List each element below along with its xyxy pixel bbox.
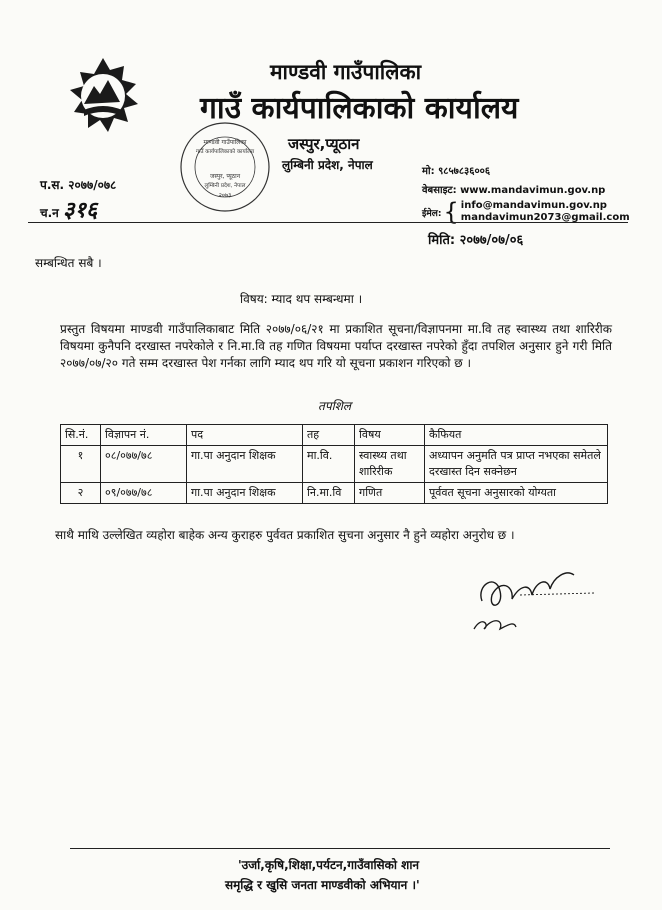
seal-text-4: लुम्बिनी प्रदेश, नेपाल [204,183,246,189]
seal-text-3: जस्पुर, प्यूठान [209,173,241,180]
office-name: गाउँ कार्यपालिकाको कार्यालय [200,91,519,126]
address-district: जस्पुर,प्यूठान [288,135,360,153]
handwritten-note: तपशिल [318,399,352,413]
fiscal-year: २०७७/०७८ [68,178,117,192]
cell-serial: १ [61,446,101,483]
letter-body: प्रस्तुत विषयमा माण्डवी गाउँपालिकाबाट मिति २०७७/०६/२१ मा प्रकाशित सूचना/विज्ञापनमा मा.वि तह स्वास्थ्य तथा शारिरीक विषयमा कुनैपनि दरखास्त नपरेकोले र नि.मा.वि तह गणित विषयमा पर्याप्त दरखास्त नपरेको हुँदा तपशिल अनुसार हुने गरी मिति २०७७/०७/२० गते सम्म दरखास्त पेश गर्नका लागि म्याद थप गरि यो सूचना प्रकाशन गरिएको छ । [60,322,612,370]
addressee: सम्बन्धित सबै । [35,256,102,270]
header-subject: विषय [355,425,425,446]
letter-subject: विषय: म्याद थप सम्बन्धमा । [240,292,363,306]
cell-level: मा.वि. [303,446,355,483]
cell-serial: २ [61,483,101,504]
office-seal-icon [178,120,273,215]
cell-position: गा.पा अनुदान शिक्षक [187,446,303,483]
dispatch-row [40,194,97,224]
cell-level: नि.मा.वि [303,483,355,504]
address-province: लुम्बिनी प्रदेश, नेपाल [282,158,373,172]
municipality-name: माण्डवी गाउँपालिका [270,60,422,84]
cell-ad-number: ०९/०७७/७८ [101,483,187,504]
dispatch-label: च.न [40,206,59,220]
header-remarks: कैफियत [425,425,608,446]
closing-paragraph: साथै माथि उल्लेखित व्यहोरा बाहेक अन्य कुराहरु पुर्ववत प्रकाशित सुचना अनुसार नै हुने व्यहोरा अनुरोध छ । [55,528,515,542]
cell-position: गा.पा अनुदान शिक्षक [187,483,303,504]
cell-ad-number: ०८/०७७/७८ [101,446,187,483]
footer-slogan-2: समृद्धि र खुसि जनता माण्डवीको अभियान ।' [225,878,420,892]
phone-label: मो: [422,166,435,177]
vacancy-table [60,424,608,504]
website-link[interactable]: www.mandavimun.gov.np [460,185,606,196]
signature-icon [470,555,600,635]
letter-date: मिति: २०७७/०७/०६ [428,233,524,248]
footer-slogan-1: 'उर्जा,कृषि,शिक्षा,पर्यटन,गाउँवासिको शान [238,858,420,872]
footer-divider [70,848,610,849]
emblem-logo-icon [58,52,148,142]
seal-text-2: गाउँ कार्यपालिकाको कार्यालय [195,149,255,155]
header-position: पद [187,425,303,446]
reference-label: प.स. [40,178,65,192]
header-level: तह [303,425,355,446]
header-serial: सि.नं. [61,425,101,446]
reference-row [40,176,116,193]
email-label: ईमेल: [422,208,442,219]
seal-year: २०७३ [218,192,232,199]
cell-remarks: पूर्ववत सूचना अनुसारको योग्यता [425,483,608,504]
table-row [61,446,608,483]
seal-text-1: माण्डवी गाउँपालिका [203,139,247,146]
phone-row [422,163,490,177]
cell-remarks: अध्यापन अनुमति पत्र प्राप्त नभएका समेतले दरखास्त दिन सक्नेछन [425,446,608,483]
phone-number: ९८५७८३६००६ [438,166,491,177]
website-row [422,182,605,196]
email-primary[interactable]: info@mandavimun.gov.np [460,200,607,211]
website-label: वेबसाइट: [422,185,457,196]
brace-icon: { [443,198,459,226]
cell-subject: गणित [355,483,425,504]
email-row [422,200,630,224]
cell-subject: स्वास्थ्य तथा शारिरीक [355,446,425,483]
table-header-row [61,425,608,446]
header-divider [28,222,628,223]
table-row [61,483,608,504]
dispatch-number: ३१६ [63,197,98,223]
email-secondary[interactable]: mandavimun2073@gmail.com [460,212,630,223]
header-ad-number: विज्ञापन नं. [101,425,187,446]
